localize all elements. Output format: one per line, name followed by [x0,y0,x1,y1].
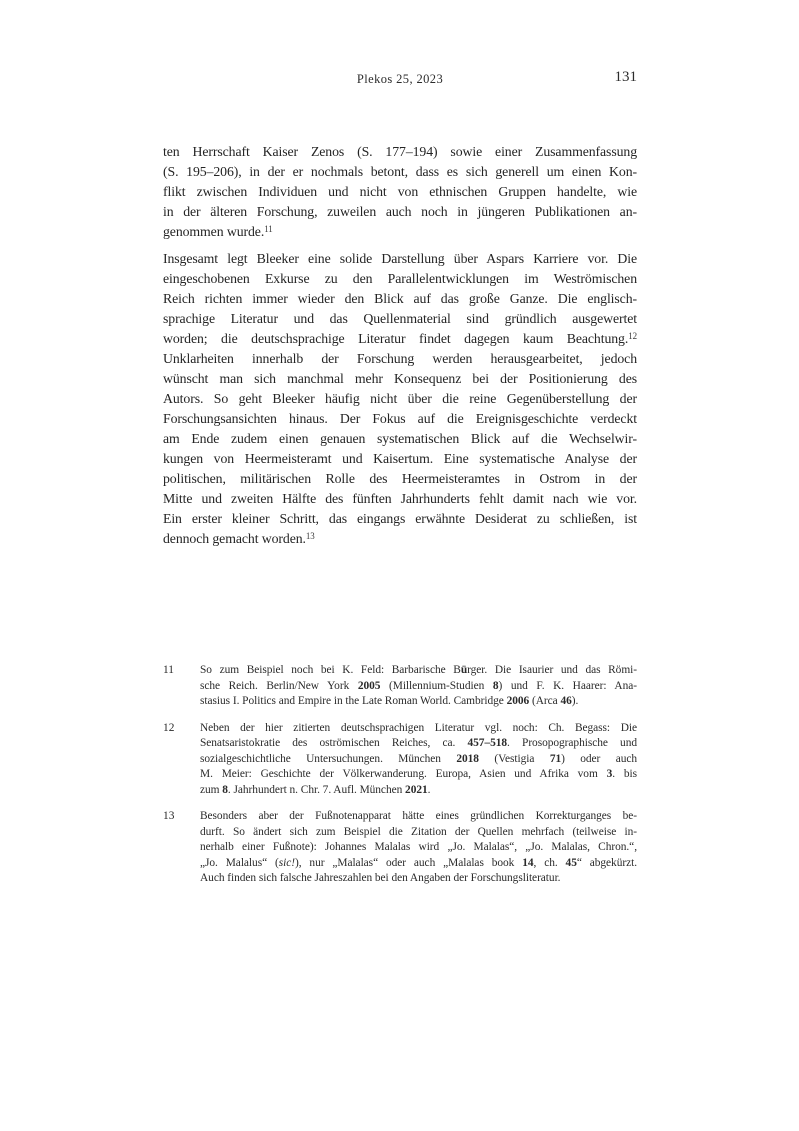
text-line: M. Meier: Geschichte der Völkerwanderung. Europa, Asien und Afrika vom 3. bis [200,768,637,780]
text-line: Mitte und zweiten Hälfte des fünften Jahrhunderts fehlt damit nach wie vor. [163,491,637,506]
text-line: stasius I. Politics and Empire in the Late Roman World. Cambridge 2006 (Arca 46). [200,695,579,707]
footnote-number: 12 [163,721,175,734]
text-line: Neben der hier zitierten deutschsprachigen Literatur vgl. noch: Ch. Begass: Die [200,721,637,734]
text-line: in der älteren Forschung, zuweilen auch noch in jüngeren Publikationen an- [163,204,637,219]
text-line: Ein erster kleiner Schritt, das eingangs erwähnte Desiderat zu schließen, ist [163,511,637,526]
text-line: zum 8. Jahrhundert n. Chr. 7. Aufl. München 2021. [200,783,431,796]
journal-title: Plekos 25, 2023 [356,72,444,86]
text-line: am Ende zudem einen genauen systematischen Blick auf die Wechselwir- [163,431,637,446]
text-line: sche Reich. Berlin/New York 2005 (Millennium-Studien 8) und F. K. Haarer: Ana- [200,679,637,692]
text-line: So zum Beispiel noch bei K. Feld: Barbarische Bürger. Die Isaurier und das Römi- [200,664,637,676]
text-line: Insgesamt legt Bleeker eine solide Darstellung über Aspars Karriere vor. Die [163,251,637,266]
footnote-text [200,721,637,799]
text-line: genommen wurde.$^{11}$ [163,223,273,239]
text-line: eingeschobenen Exkurse zu den Parallelentwicklungen im Weströmischen [163,271,637,286]
paragraph-2 [163,249,637,549]
text-line: Besonders aber der Fußnotenapparat hätte eines gründlichen Korrekturganges be- [200,810,637,822]
text-line: worden; die deutschsprachige Literatur findet dagegen kaum Beachtung.$^{12}$ [163,330,637,346]
text-line: Auch finden sich falsche Jahreszahlen bei den Angaben der Forschungsliteratur. [200,872,561,884]
text-line: sprachige Literatur und das Quellenmaterial sind gründlich ausgewertet [163,311,637,326]
text-line: Senatsaristokratie des oströmischen Reiches, ca. 457–518. Prosopographische und [200,737,637,749]
footnote-13 [163,809,637,887]
text-line: kungen von Heermeisteramt und Kaisertum. Eine systematische Analyse der [163,451,637,466]
text-line: ten Herrschaft Kaiser Zenos (S. 177–194) sowie einer Zusammenfassung [163,144,637,159]
footnote-number: 11 [163,664,174,676]
text-line: Reich richten immer wieder den Blick auf das große Ganze. Die englisch- [163,291,637,306]
paragraph-1 [163,142,637,242]
footnote-number: 13 [163,810,175,822]
text-line: „Jo. Malalus“ (sic!), nur „Malalas“ oder auch „Malalas book 14, ch. 45“ abgekürzt. [200,856,637,869]
review-body [163,142,637,549]
footnotes-section [163,663,637,898]
footnote-text [200,809,637,887]
text-line: (S. 195–206), in der er nochmals betont, dass es sich generell um einen Kon- [163,164,637,179]
text-line: sozialgeschichtliche Untersuchungen. München 2018 (Vestigia 71) oder auch [200,752,637,765]
text-line: politischen, militärischen Rolle des Heermeisteramtes in Ostrom in der [163,471,637,486]
page-header [163,71,637,89]
footnote-12 [163,721,637,799]
text-line: Forschungsansichten hinaus. Der Fokus auf die Ereignisgeschichte verdeckt [163,411,637,426]
footnote-text [200,663,637,710]
text-line: flikt zwischen Individuen und nicht von ethnischen Gruppen handelte, wie [163,184,637,199]
text-line: wünscht man sich manchmal mehr Konsequenz bei der Positionierung des [163,371,637,386]
text-line: Autors. So geht Bleeker häufig nicht über die reine Gegenüberstellung der [163,391,637,406]
page-number: 131 [614,69,637,85]
footnote-11 [163,663,637,710]
text-line: durft. So ändert sich zum Beispiel die Zitation der Quellen mehrfach (teilweise in- [200,825,637,838]
text-line: dennoch gemacht worden.$^{13}$ [163,530,315,546]
text-line: Unklarheiten innerhalb der Forschung werden herausgearbeitet, jedoch [163,351,637,366]
text-line: nerhalb einer Fußnote): Johannes Malalas wird „Jo. Malalas“, „Jo. Malalas, Chron.“, [200,841,637,853]
